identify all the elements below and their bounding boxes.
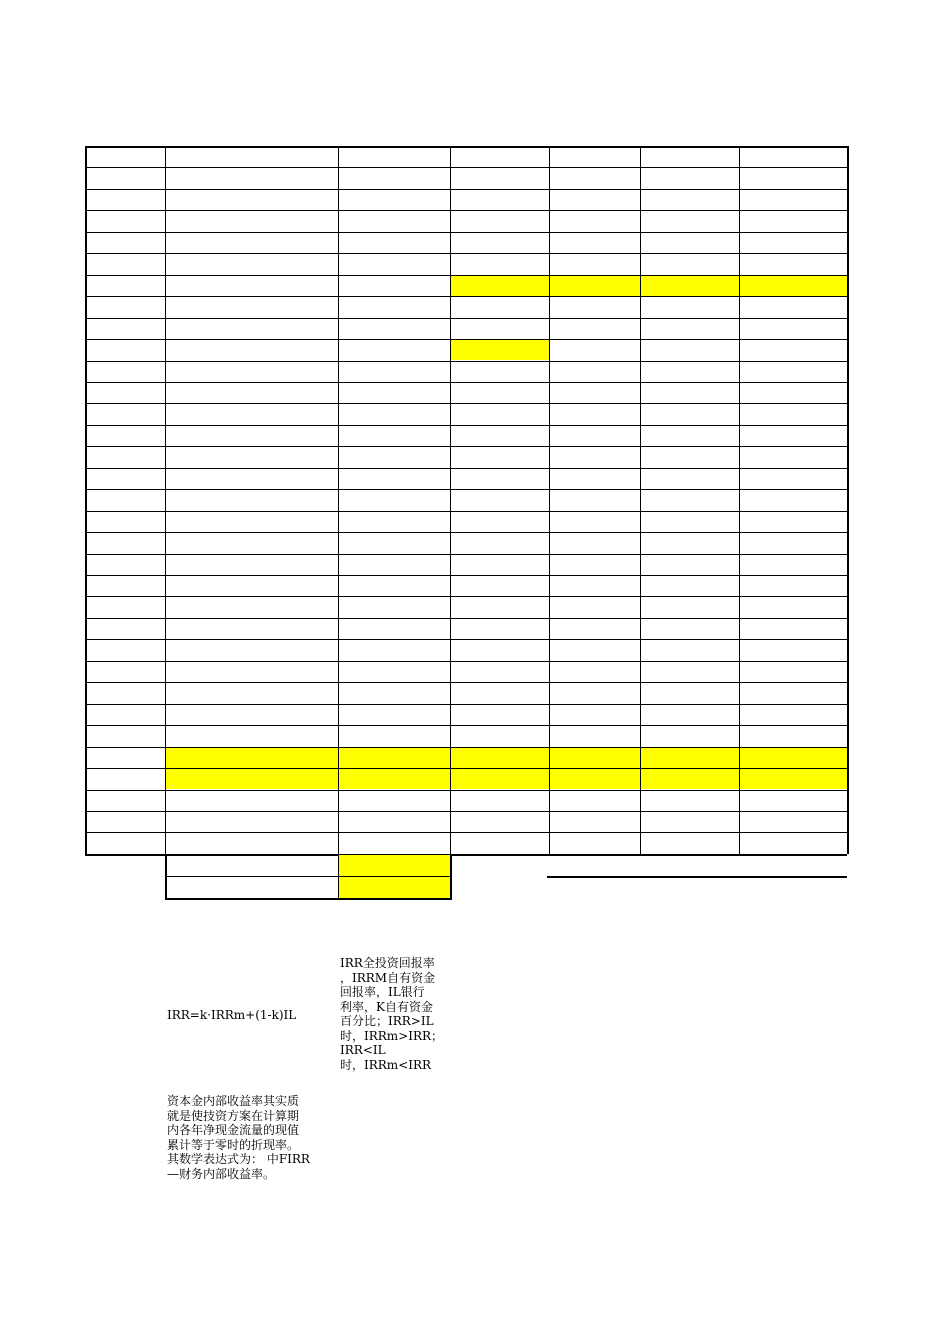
value-cell <box>640 682 739 703</box>
row-label <box>165 361 338 382</box>
row-line <box>85 275 847 276</box>
row-line <box>85 532 847 533</box>
row-line <box>85 296 847 297</box>
value-cell <box>640 296 739 317</box>
value-cell <box>739 253 847 274</box>
value-cell <box>338 210 450 231</box>
value-cell <box>549 511 640 532</box>
value-cell <box>739 232 847 253</box>
value-cell <box>549 639 640 660</box>
payback-label <box>165 921 338 942</box>
value-cell <box>640 382 739 403</box>
value-cell <box>338 554 450 575</box>
row-index <box>85 189 165 210</box>
value-cell <box>640 596 739 617</box>
value-cell <box>640 790 739 811</box>
row-label <box>165 682 338 703</box>
value-cell <box>640 618 739 639</box>
value-cell <box>338 403 450 424</box>
row-index <box>85 232 165 253</box>
value-cell <box>450 768 549 789</box>
value-cell <box>739 275 847 296</box>
row-label <box>165 747 338 768</box>
row-index <box>85 382 165 403</box>
row-line <box>85 682 847 683</box>
value-cell <box>640 253 739 274</box>
value-cell <box>549 210 640 231</box>
value-cell <box>450 704 549 725</box>
row-index <box>85 554 165 575</box>
row-label <box>165 661 338 682</box>
value-cell <box>450 532 549 553</box>
value-cell <box>549 489 640 510</box>
row-label <box>165 768 338 789</box>
value-cell <box>640 768 739 789</box>
row-label <box>165 167 338 188</box>
row-index <box>85 575 165 596</box>
value-cell <box>450 682 549 703</box>
row-line <box>85 189 847 190</box>
value-cell <box>450 596 549 617</box>
header-cell <box>450 146 549 167</box>
row-index <box>85 210 165 231</box>
value-cell <box>739 768 847 789</box>
own-irr-note <box>547 856 847 877</box>
value-cell <box>739 532 847 553</box>
value-cell <box>450 296 549 317</box>
value-cell <box>450 468 549 489</box>
cum-value <box>549 899 640 920</box>
value-cell <box>640 318 739 339</box>
value-cell <box>739 210 847 231</box>
column-line <box>450 146 451 854</box>
value-cell <box>640 232 739 253</box>
value-cell <box>640 575 739 596</box>
value-cell <box>549 189 640 210</box>
row-index <box>85 403 165 424</box>
value-cell <box>640 339 739 360</box>
value-cell <box>549 725 640 746</box>
value-cell <box>739 425 847 446</box>
value-cell <box>338 361 450 382</box>
row-index <box>85 747 165 768</box>
value-cell <box>338 275 450 296</box>
formula-note: IRR全投资回报率 ，IRRM自有资金 回报率，IL银行 利率，K自有资金 百分比；IRR>IL 时，IRRm>IRR； IRR<IL 时，IRRm<IRR <box>340 956 444 1072</box>
row-label <box>165 339 338 360</box>
row-line <box>85 511 847 512</box>
row-label <box>165 725 338 746</box>
value-cell <box>549 768 640 789</box>
value-cell <box>739 468 847 489</box>
value-cell <box>549 403 640 424</box>
value-cell <box>640 210 739 231</box>
value-cell <box>338 253 450 274</box>
value-cell <box>739 318 847 339</box>
value-cell <box>338 425 450 446</box>
column-line <box>338 146 339 854</box>
value-cell <box>739 832 847 853</box>
row-line <box>85 790 847 791</box>
row-label <box>165 554 338 575</box>
value-cell <box>338 704 450 725</box>
row-index <box>85 639 165 660</box>
value-cell <box>640 468 739 489</box>
total-irr-note <box>547 877 847 898</box>
row-index <box>85 704 165 725</box>
row-index <box>85 832 165 853</box>
row-label <box>165 318 338 339</box>
value-cell <box>338 296 450 317</box>
total-irr-label <box>165 876 338 897</box>
row-index <box>85 167 165 188</box>
irr-footnote: 资本金内部收益率其实质 就是使技资方案在计算期 内各年净现金流量的现值 累计等于零时的折现率。 其数学表达式为： 中FIRR —财务内部收益率。 <box>167 1094 310 1181</box>
row-line <box>85 725 847 726</box>
value-cell <box>450 446 549 467</box>
value-cell <box>739 339 847 360</box>
value-cell <box>549 747 640 768</box>
value-cell <box>450 318 549 339</box>
row-line <box>85 468 847 469</box>
column-line <box>640 146 641 854</box>
row-label <box>165 489 338 510</box>
value-cell <box>739 403 847 424</box>
value-cell <box>338 790 450 811</box>
row-label <box>165 575 338 596</box>
header-cell <box>549 146 640 167</box>
row-label <box>165 446 338 467</box>
row-line <box>85 639 847 640</box>
cum-label <box>165 899 338 920</box>
value-cell <box>338 768 450 789</box>
cum-value <box>739 899 841 920</box>
row-label <box>165 253 338 274</box>
value-cell <box>739 725 847 746</box>
row-line <box>85 382 847 383</box>
value-cell <box>338 661 450 682</box>
value-cell <box>549 318 640 339</box>
row-line <box>85 425 847 426</box>
row-label <box>165 296 338 317</box>
row-index <box>85 489 165 510</box>
row-line <box>85 618 847 619</box>
row-label <box>165 704 338 725</box>
value-cell <box>450 403 549 424</box>
value-cell <box>338 318 450 339</box>
row-index <box>85 596 165 617</box>
row-index <box>85 532 165 553</box>
value-cell <box>549 232 640 253</box>
row-index <box>85 725 165 746</box>
row-index <box>85 790 165 811</box>
value-cell <box>549 425 640 446</box>
value-cell <box>338 832 450 853</box>
cum-value <box>640 899 739 920</box>
value-cell <box>739 811 847 832</box>
value-cell <box>450 167 549 188</box>
row-label <box>165 618 338 639</box>
value-cell <box>549 339 640 360</box>
value-cell <box>450 189 549 210</box>
row-line <box>85 554 847 555</box>
value-cell <box>549 296 640 317</box>
row-line <box>85 253 847 254</box>
value-cell <box>450 790 549 811</box>
own-irr-value <box>338 855 450 876</box>
value-cell <box>640 189 739 210</box>
value-cell <box>450 425 549 446</box>
value-cell <box>450 575 549 596</box>
cum-value <box>338 899 450 920</box>
row-index <box>85 446 165 467</box>
value-cell <box>338 532 450 553</box>
row-label <box>165 425 338 446</box>
row-index <box>85 618 165 639</box>
formula-text: IRR=k·IRRm+(1-k)IL <box>167 1008 297 1022</box>
row-label <box>165 382 338 403</box>
value-cell <box>338 639 450 660</box>
row-line <box>85 403 847 404</box>
row-label <box>165 403 338 424</box>
value-cell <box>338 682 450 703</box>
row-index <box>85 425 165 446</box>
row-index <box>85 511 165 532</box>
value-cell <box>450 618 549 639</box>
cum-value <box>450 899 549 920</box>
value-cell <box>640 639 739 660</box>
value-cell <box>338 446 450 467</box>
row-index <box>85 253 165 274</box>
value-cell <box>338 747 450 768</box>
value-cell <box>450 382 549 403</box>
value-cell <box>739 682 847 703</box>
value-cell <box>338 489 450 510</box>
table-top-border <box>85 146 847 148</box>
value-cell <box>338 618 450 639</box>
value-cell <box>549 790 640 811</box>
value-cell <box>739 296 847 317</box>
row-line <box>85 167 847 168</box>
value-cell <box>739 446 847 467</box>
header-cell <box>165 146 338 167</box>
value-cell <box>549 661 640 682</box>
value-cell <box>450 275 549 296</box>
value-cell <box>338 189 450 210</box>
value-cell <box>450 554 549 575</box>
header-cell <box>640 146 739 167</box>
irr-block-line <box>165 876 450 877</box>
value-cell <box>450 811 549 832</box>
row-label <box>165 790 338 811</box>
row-line <box>85 832 847 833</box>
own-irr-label <box>165 855 338 876</box>
value-cell <box>549 167 640 188</box>
value-cell <box>640 725 739 746</box>
value-cell <box>640 811 739 832</box>
value-cell <box>549 704 640 725</box>
value-cell <box>549 682 640 703</box>
value-cell <box>450 361 549 382</box>
row-index <box>85 275 165 296</box>
value-cell <box>640 275 739 296</box>
value-cell <box>640 361 739 382</box>
value-cell <box>640 425 739 446</box>
value-cell <box>549 618 640 639</box>
value-cell <box>338 511 450 532</box>
row-index <box>85 682 165 703</box>
value-cell <box>640 554 739 575</box>
row-label <box>165 468 338 489</box>
row-line <box>85 596 847 597</box>
row-label <box>165 511 338 532</box>
value-cell <box>739 661 847 682</box>
value-cell <box>549 575 640 596</box>
row-label <box>165 532 338 553</box>
value-cell <box>549 253 640 274</box>
value-cell <box>450 210 549 231</box>
row-line <box>85 318 847 319</box>
row-line <box>85 489 847 490</box>
value-cell <box>739 189 847 210</box>
value-cell <box>450 489 549 510</box>
row-index <box>85 811 165 832</box>
value-cell <box>450 747 549 768</box>
value-cell <box>450 832 549 853</box>
value-cell <box>549 361 640 382</box>
row-index <box>85 768 165 789</box>
row-index <box>85 361 165 382</box>
value-cell <box>338 382 450 403</box>
value-cell <box>640 511 739 532</box>
row-index <box>85 296 165 317</box>
value-cell <box>450 339 549 360</box>
row-label <box>165 811 338 832</box>
column-line <box>165 146 166 854</box>
value-cell <box>739 704 847 725</box>
irr-block-line <box>450 855 452 900</box>
row-index <box>85 339 165 360</box>
row-line <box>85 768 847 769</box>
payback-value <box>338 921 442 942</box>
value-cell <box>739 639 847 660</box>
row-label <box>165 210 338 231</box>
row-label <box>165 832 338 853</box>
value-cell <box>338 575 450 596</box>
row-index <box>85 468 165 489</box>
column-line <box>549 146 550 854</box>
column-line <box>85 146 87 854</box>
value-cell <box>640 747 739 768</box>
row-index <box>85 661 165 682</box>
row-label <box>165 596 338 617</box>
value-cell <box>739 575 847 596</box>
value-cell <box>450 639 549 660</box>
value-cell <box>739 554 847 575</box>
row-line <box>85 704 847 705</box>
value-cell <box>338 596 450 617</box>
value-cell <box>640 532 739 553</box>
value-cell <box>739 361 847 382</box>
value-cell <box>739 790 847 811</box>
value-cell <box>338 167 450 188</box>
value-cell <box>640 832 739 853</box>
row-label <box>165 189 338 210</box>
value-cell <box>338 811 450 832</box>
value-cell <box>338 339 450 360</box>
value-cell <box>338 232 450 253</box>
header-cell <box>338 146 450 167</box>
column-line <box>847 146 849 854</box>
value-cell <box>640 489 739 510</box>
value-cell <box>549 596 640 617</box>
header-cell <box>85 146 165 167</box>
row-line <box>85 811 847 812</box>
value-cell <box>739 596 847 617</box>
value-cell <box>739 382 847 403</box>
value-cell <box>549 811 640 832</box>
value-cell <box>640 446 739 467</box>
row-line <box>85 232 847 233</box>
value-cell <box>549 275 640 296</box>
row-line <box>85 661 847 662</box>
row-line <box>85 747 847 748</box>
value-cell <box>450 661 549 682</box>
value-cell <box>450 511 549 532</box>
value-cell <box>739 167 847 188</box>
value-cell <box>549 532 640 553</box>
row-label <box>165 275 338 296</box>
value-cell <box>640 661 739 682</box>
value-cell <box>338 725 450 746</box>
row-line <box>85 361 847 362</box>
value-cell <box>640 403 739 424</box>
value-cell <box>450 253 549 274</box>
total-irr-value <box>338 876 450 897</box>
header-cell <box>739 146 847 167</box>
row-line <box>85 339 847 340</box>
value-cell <box>549 554 640 575</box>
value-cell <box>739 489 847 510</box>
row-line <box>85 575 847 576</box>
value-cell <box>549 832 640 853</box>
row-label <box>165 232 338 253</box>
value-cell <box>640 704 739 725</box>
value-cell <box>640 167 739 188</box>
value-cell <box>739 511 847 532</box>
row-index <box>85 318 165 339</box>
row-line <box>85 210 847 211</box>
value-cell <box>739 747 847 768</box>
row-line <box>85 446 847 447</box>
value-cell <box>450 725 549 746</box>
value-cell <box>739 618 847 639</box>
value-cell <box>450 232 549 253</box>
value-cell <box>549 446 640 467</box>
row-label <box>165 639 338 660</box>
value-cell <box>338 468 450 489</box>
column-line <box>739 146 740 854</box>
value-cell <box>549 382 640 403</box>
value-cell <box>549 468 640 489</box>
note-underline <box>547 876 847 878</box>
